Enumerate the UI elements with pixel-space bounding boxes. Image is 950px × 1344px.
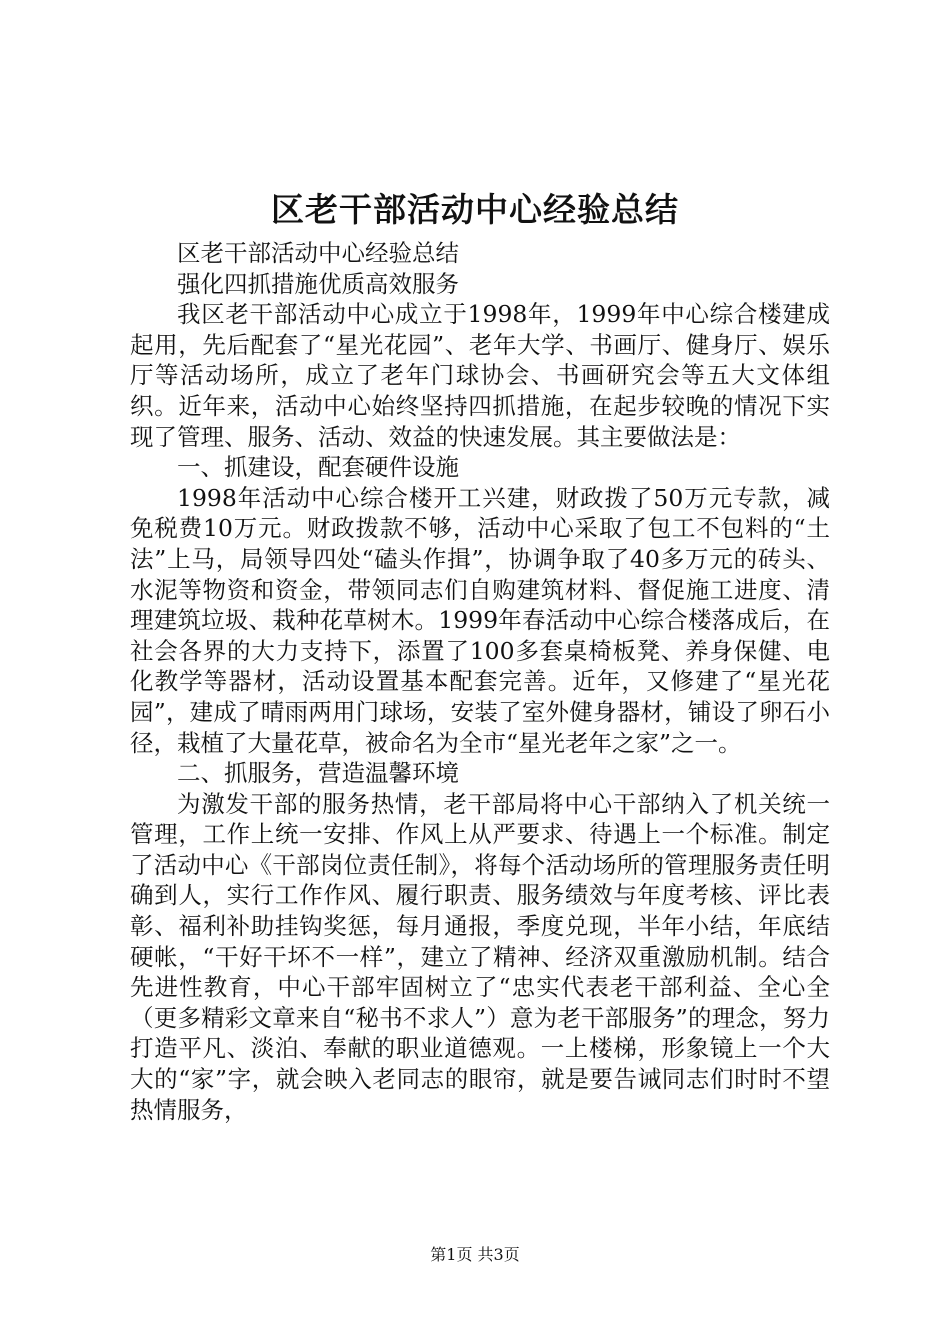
document-body (130, 238, 830, 1125)
section-heading-2: 二、抓服务，营造温馨环境 (177, 759, 459, 788)
document-title: 区老干部活动中心经验总结 (271, 190, 679, 229)
section-heading-1: 一、抓建设，配套硬件设施 (177, 453, 459, 482)
paragraph-slogan: 强化四抓措施优质高效服务 (177, 269, 459, 298)
paragraph-subtitle: 区老干部活动中心经验总结 (177, 239, 459, 267)
paragraph-intro: 我区老干部活动中心成立于1998年，1999年中心综合楼建成起用，先后配套了“星光花园”、老年大学、书画厅、健身厅、娱乐厅等活动场所，成立了老年门球协会、书画研究会等五大文体组织。近年来，活动中心始终坚持四抓措施，在起步较晚的情况下实现了管理、服务、活动、效益的快速发展。其主要做法是： (130, 300, 830, 451)
paragraph-section-2: 为激发干部的服务热情，老干部局将中心干部纳入了机关统一管理，工作上统一安排、作风上从严要求、待遇上一个标准。制定了活动中心《干部岗位责任制》，将每个活动场所的管理服务责任明确到人，实行工作作风、履行职责、服务绩效与年度考核、评比表彰、福利补助挂钩奖惩，每月通报，季度兑现，半年小结，年底结硬帐，“干好干坏不一样”，建立了精神、经济双重激励机制。结合先进性教育，中心干部牢固树立了“忠实代表老干部利益、全心全（更多精彩文章来自“秘书不求人”）意为老干部服务”的理念，努力打造平凡、淡泊、奉献的职业道德观。一上楼梯，形象镜上一个大大的“家”字，就会映入老同志的眼帘，就是要告诫同志们时时不望热情服务， (130, 789, 830, 1124)
page-footer: 第1页 共3页 (430, 1245, 520, 1264)
paragraph-section-1: 1998年活动中心综合楼开工兴建，财政拨了50万元专款，减免税费10万元。财政拨款不够，活动中心采取了包工不包料的“土法”上马，局领导四处“磕头作揖”，协调争取了40多万元的砖头、水泥等物资和资金，带领同志们自购建筑材料、督促施工进度、清理建筑垃圾、栽种花草树木。1999年春活动中心综合楼落成后，在社会各界的大力支持下，添置了100多套桌椅板凳、养身保健、电化教学等器材，活动设置基本配套完善。近年，又修建了“星光花园”，建成了晴雨两用门球场，安装了室外健身器材，铺设了卵石小径，栽植了大量花草，被命名为全市“星光老年之家”之一。 (130, 483, 830, 757)
